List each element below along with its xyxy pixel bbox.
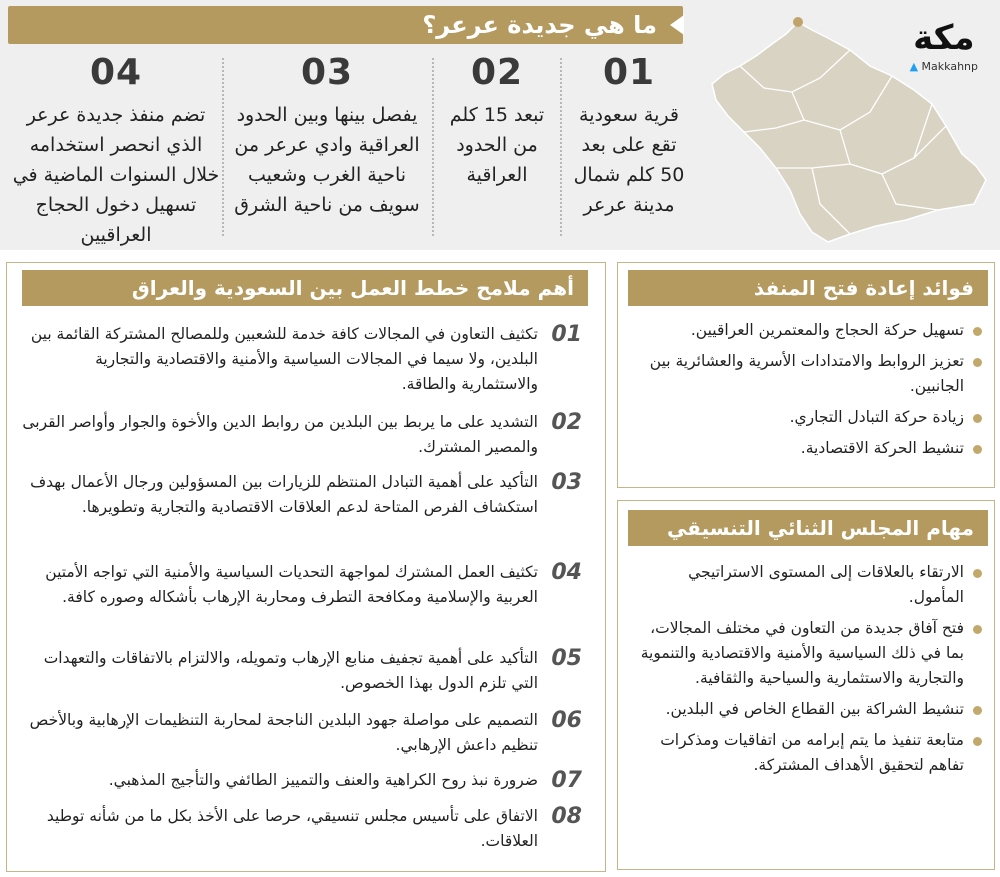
logo-mark: مكة — [913, 18, 975, 58]
twitter-icon: ▲ — [909, 60, 919, 73]
council-text: الارتقاء بالعلاقات إلى المستوى الاستراتيجي المأمول. — [688, 563, 964, 606]
plan-item-01 — [16, 322, 582, 397]
plan-item-03 — [16, 470, 582, 520]
council-item — [628, 616, 984, 691]
benefit-text: تسهيل حركة الحجاج والمعتمرين العراقيين. — [690, 321, 964, 339]
fact-text: يفصل بينها وبين الحدود العراقية وادي عرعر من ناحية الغرب وشعيب سويف من ناحية الشرق — [234, 104, 420, 216]
plan-text: التأكيد على أهمية التبادل المنتظم للزيارات بين المسؤولين ورجال الأعمال بهدف استكشاف الفرص المتاحة لدعم العلاقات الاقتصادية والتجارية وتطويرها. — [30, 473, 538, 516]
council-text: تنشيط الشراكة بين القطاع الخاص في البلدين. — [665, 700, 964, 718]
benefit-text: زيادة حركة التبادل التجاري. — [789, 408, 964, 426]
benefits-title: فوائد إعادة فتح المنفذ — [628, 270, 988, 306]
plan-item-04 — [16, 560, 582, 610]
plan-text: التشديد على ما يربط بين البلدين من روابط الدين والأخوة والجوار وأواصر القربى والمصير المشترك. — [22, 413, 538, 456]
benefits-list — [628, 318, 984, 467]
location-marker — [793, 17, 803, 27]
plan-item-06 — [16, 708, 582, 758]
council-text: متابعة تنفيذ ما يتم إبرامه من اتفاقيات ومذكرات تفاهم لتحقيق الأهداف المشتركة. — [660, 731, 964, 774]
council-item — [628, 697, 984, 722]
fact-divider — [560, 58, 562, 236]
benefit-text: تعزيز الروابط والامتدادات الأسرية والعشائرية بين الجانبين. — [649, 352, 964, 395]
fact-text: تضم منفذ جديدة عرعر الذي انحصر استخدامه خلال السنوات الماضية في تسهيل دخول الحجاج العراقيين — [12, 104, 220, 246]
benefit-item — [628, 405, 984, 430]
plan-number: 07 — [551, 768, 582, 793]
bullet-dot — [973, 706, 982, 715]
fact-02 — [442, 52, 552, 190]
benefit-text: تنشيط الحركة الاقتصادية. — [800, 439, 964, 457]
plan-number: 05 — [551, 646, 582, 671]
fact-number: 03 — [300, 52, 354, 93]
plan-text: تكثيف التعاون في المجالات كافة خدمة للشعبين وللمصالح المشتركة القائمة بين البلدين، ولا سيما في المجالات السياسية والأمنية والاقتصادية والتجارية والاستثمارية والطاقة. — [30, 325, 538, 393]
plan-number: 02 — [551, 410, 582, 435]
plan-number: 01 — [551, 322, 582, 347]
bullet-dot — [973, 569, 982, 578]
plan-text: التأكيد على أهمية تجفيف منابع الإرهاب وتمويله، والالتزام بالاتفاقات والتعهدات التي تلزم الدول بهذا الخصوص. — [43, 649, 538, 692]
fact-01 — [570, 52, 688, 220]
plan-item-02 — [16, 410, 582, 460]
fact-04 — [10, 52, 222, 250]
plan-item-08 — [16, 804, 582, 854]
bullet-dot — [973, 414, 982, 423]
page-title-bar — [8, 6, 683, 44]
council-item — [628, 560, 984, 610]
page-title: ما هي جديدة عرعر؟ — [422, 11, 657, 39]
plan-text: تكثيف العمل المشترك لمواجهة التحديات السياسية والأمنية التي تواجه الأمتين العربية والإسلامية ومكافحة التطرف ومحاربة الإرهاب بأشكاله وصوره كافة. — [45, 563, 538, 606]
saudi-map — [700, 8, 998, 246]
plans-title: أهم ملامح خطط العمل بين السعودية والعراق — [22, 270, 588, 306]
logo-handle: Makkahnp — [921, 60, 978, 73]
benefit-item — [628, 318, 984, 343]
brand-logo — [910, 20, 978, 73]
plan-number: 08 — [551, 804, 582, 829]
bullet-dot — [973, 737, 982, 746]
plan-number: 06 — [551, 708, 582, 733]
fact-number: 04 — [89, 52, 143, 93]
fact-text: تبعد 15 كلم من الحدود العراقية — [449, 104, 545, 186]
bullet-dot — [973, 445, 982, 454]
bullet-dot — [973, 327, 982, 336]
council-text: فتح آفاق جديدة من التعاون في مختلف المجالات، بما في ذلك السياسية والأمنية والاقتصادية والتنموية والتجارية والاستثمارية والسياحية والثقافية. — [640, 619, 964, 687]
fact-divider — [432, 58, 434, 236]
fact-number: 02 — [470, 52, 524, 93]
title-notch — [670, 15, 684, 35]
bullet-dot — [973, 625, 982, 634]
benefit-item — [628, 436, 984, 461]
fact-text: قرية سعودية تقع على بعد 50 كلم شمال مدينة عرعر — [573, 104, 685, 216]
logo-handle-row — [910, 60, 978, 73]
plan-number: 03 — [551, 470, 582, 495]
fact-number: 01 — [602, 52, 656, 93]
council-item — [628, 728, 984, 778]
plan-number: 04 — [551, 560, 582, 585]
bullet-dot — [973, 358, 982, 367]
plan-item-07 — [16, 768, 582, 794]
plan-text: الاتفاق على تأسيس مجلس تنسيقي، حرصا على الأخذ بكل ما من شأنه توطيد العلاقات. — [46, 807, 538, 850]
fact-divider — [222, 58, 224, 236]
fact-03 — [232, 52, 422, 220]
plan-text: ضرورة نبذ روح الكراهية والعنف والتمييز الطائفي والتأجيج المذهبي. — [108, 771, 538, 789]
benefit-item — [628, 349, 984, 399]
plan-item-05 — [16, 646, 582, 696]
council-title: مهام المجلس الثنائي التنسيقي — [628, 510, 988, 546]
plan-text: التصميم على مواصلة جهود البلدين الناجحة لمحاربة التنظيمات الإرهابية وبالأخص تنظيم داعش الإرهابي. — [29, 711, 538, 754]
council-list — [628, 560, 984, 784]
